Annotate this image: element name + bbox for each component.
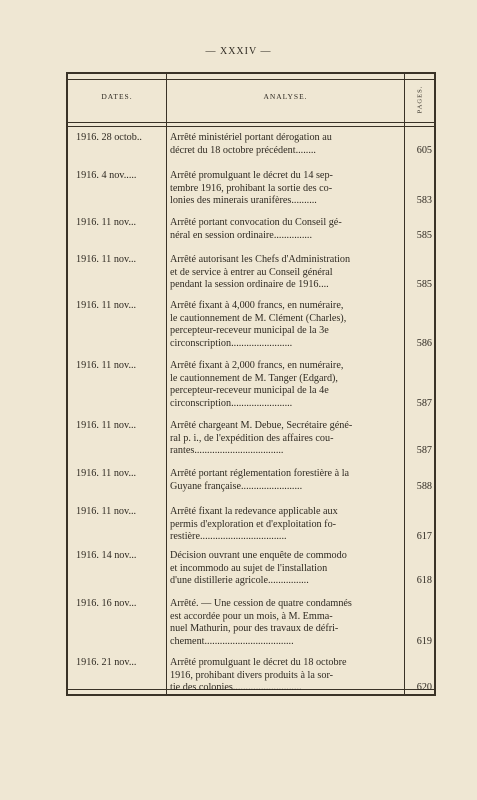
row-line: tie des colonies........................... bbox=[170, 682, 302, 693]
row-page: 618 bbox=[416, 575, 432, 586]
row-line: Arrêté promulguant le décret du 14 sep- bbox=[170, 170, 333, 181]
row-analyse bbox=[170, 254, 402, 292]
row-line: le cautionnement de M. Tanger (Edgard), bbox=[170, 372, 338, 384]
row-line: décret du 18 octobre précédent........ bbox=[170, 144, 316, 156]
header-dates: DATES. bbox=[101, 92, 133, 101]
row-line: Arrêté autorisant les Chefs d'Administration bbox=[170, 254, 351, 265]
row-line: Arrêté. — Une cession de quatre condamnés bbox=[170, 598, 352, 609]
row-page: 588 bbox=[416, 480, 432, 492]
column-divider-dates bbox=[166, 72, 167, 696]
row-line: néral en session ordinaire............... bbox=[170, 229, 313, 241]
row-line: est accordée pour un mois, à M. Emma- bbox=[170, 610, 333, 622]
row-line: restière.................................. bbox=[170, 531, 287, 542]
header-pages: PAGES. bbox=[416, 85, 424, 113]
row-analyse bbox=[170, 657, 402, 695]
row-date: 1916. 11 nov... bbox=[76, 360, 137, 371]
row-analyse bbox=[170, 550, 402, 588]
row-line: et de service à entrer au Conseil général bbox=[170, 266, 333, 278]
row-line: d'une distillerie agricole................ bbox=[170, 575, 309, 586]
row-date: 1916. 11 nov... bbox=[76, 300, 137, 311]
row-page: 620 bbox=[416, 682, 432, 693]
row-page: 585 bbox=[416, 279, 432, 290]
row-page: 619 bbox=[416, 635, 432, 647]
row-line: lonies des minerais uranifères.......... bbox=[170, 195, 317, 206]
row-line: Arrêté fixant la redevance applicable aux bbox=[170, 506, 338, 517]
row-analyse bbox=[170, 300, 402, 350]
row-date: 1916. 11 nov... bbox=[76, 420, 137, 431]
table-top-rule bbox=[66, 72, 436, 80]
row-line: percepteur-receveur municipal de la 3e bbox=[170, 325, 329, 336]
row-date: 1916. 4 nov..... bbox=[76, 170, 137, 181]
row-date: 1916. 28 octob.. bbox=[76, 132, 142, 143]
row-line: Arrêté fixant à 4,000 francs, en numéraire, bbox=[170, 300, 344, 311]
row-line: rantes................................... bbox=[170, 445, 284, 456]
row-line: nuel Mathurin, pour des travaux de défri- bbox=[170, 623, 339, 634]
row-line: Arrêté fixant à 2,000 francs, en numéraire, bbox=[170, 360, 344, 371]
row-analyse bbox=[170, 420, 402, 458]
row-analyse bbox=[170, 468, 402, 493]
row-line: percepteur-receveur municipal de la 4e bbox=[170, 385, 329, 396]
row-page: 617 bbox=[416, 531, 432, 542]
header-analyse: ANALYSE. bbox=[263, 92, 308, 101]
row-analyse bbox=[170, 360, 402, 410]
row-date: 1916. 21 nov... bbox=[76, 657, 137, 668]
row-line: Arrêté portant convocation du Conseil gé- bbox=[170, 217, 342, 228]
row-analyse bbox=[170, 506, 402, 544]
row-analyse bbox=[170, 598, 402, 648]
row-line: circonscription........................ bbox=[170, 397, 293, 409]
row-line: ral p. i., de l'expédition des affaires cou- bbox=[170, 432, 334, 444]
row-page: 605 bbox=[416, 144, 432, 156]
row-line: le cautionnement de M. Clément (Charles), bbox=[170, 312, 347, 324]
row-line: permis d'exploration et d'exploitation fo- bbox=[170, 518, 337, 530]
row-page: 583 bbox=[416, 195, 432, 206]
row-analyse bbox=[170, 132, 402, 157]
row-date: 1916. 16 nov... bbox=[76, 598, 137, 609]
row-page: 585 bbox=[416, 229, 432, 241]
table-left-border bbox=[66, 72, 68, 696]
row-line: circonscription........................ bbox=[170, 337, 293, 349]
row-date: 1916. 11 nov... bbox=[76, 254, 137, 265]
header-rule bbox=[66, 122, 436, 127]
row-line: Guyane française........................ bbox=[170, 480, 303, 492]
row-analyse bbox=[170, 170, 402, 208]
row-page: 586 bbox=[416, 337, 432, 349]
header-pages-cell bbox=[406, 80, 434, 118]
row-line: Arrêté promulguant le décret du 18 octobre bbox=[170, 657, 347, 668]
page-number: — XXXIV — bbox=[205, 46, 272, 57]
row-page: 587 bbox=[416, 397, 432, 409]
row-line: Arrêté chargeant M. Debue, Secrétaire géné- bbox=[170, 420, 353, 431]
index-table bbox=[66, 72, 436, 696]
row-date: 1916. 11 nov... bbox=[76, 217, 137, 228]
row-analyse bbox=[170, 217, 402, 242]
row-page: 587 bbox=[416, 445, 432, 456]
row-line: et incommodo au sujet de l'installation bbox=[170, 562, 328, 574]
row-line: Arrêté portant réglementation forestière à la bbox=[170, 468, 350, 479]
row-date: 1916. 11 nov... bbox=[76, 506, 137, 517]
row-date: 1916. 11 nov... bbox=[76, 468, 137, 479]
row-line: tembre 1916, prohibant la sortie des co- bbox=[170, 182, 333, 194]
row-line: Décision ouvrant une enquête de commodo bbox=[170, 550, 347, 561]
row-line: Arrêté ministériel portant dérogation au bbox=[170, 132, 332, 143]
row-line: chement................................... bbox=[170, 635, 294, 647]
row-date: 1916. 14 nov... bbox=[76, 550, 137, 561]
row-line: pendant la session ordinaire de 1916.... bbox=[170, 279, 329, 290]
row-line: 1916, prohibant divers produits à la sor- bbox=[170, 669, 334, 681]
table-right-border bbox=[434, 72, 436, 696]
column-divider-pages bbox=[404, 72, 405, 696]
